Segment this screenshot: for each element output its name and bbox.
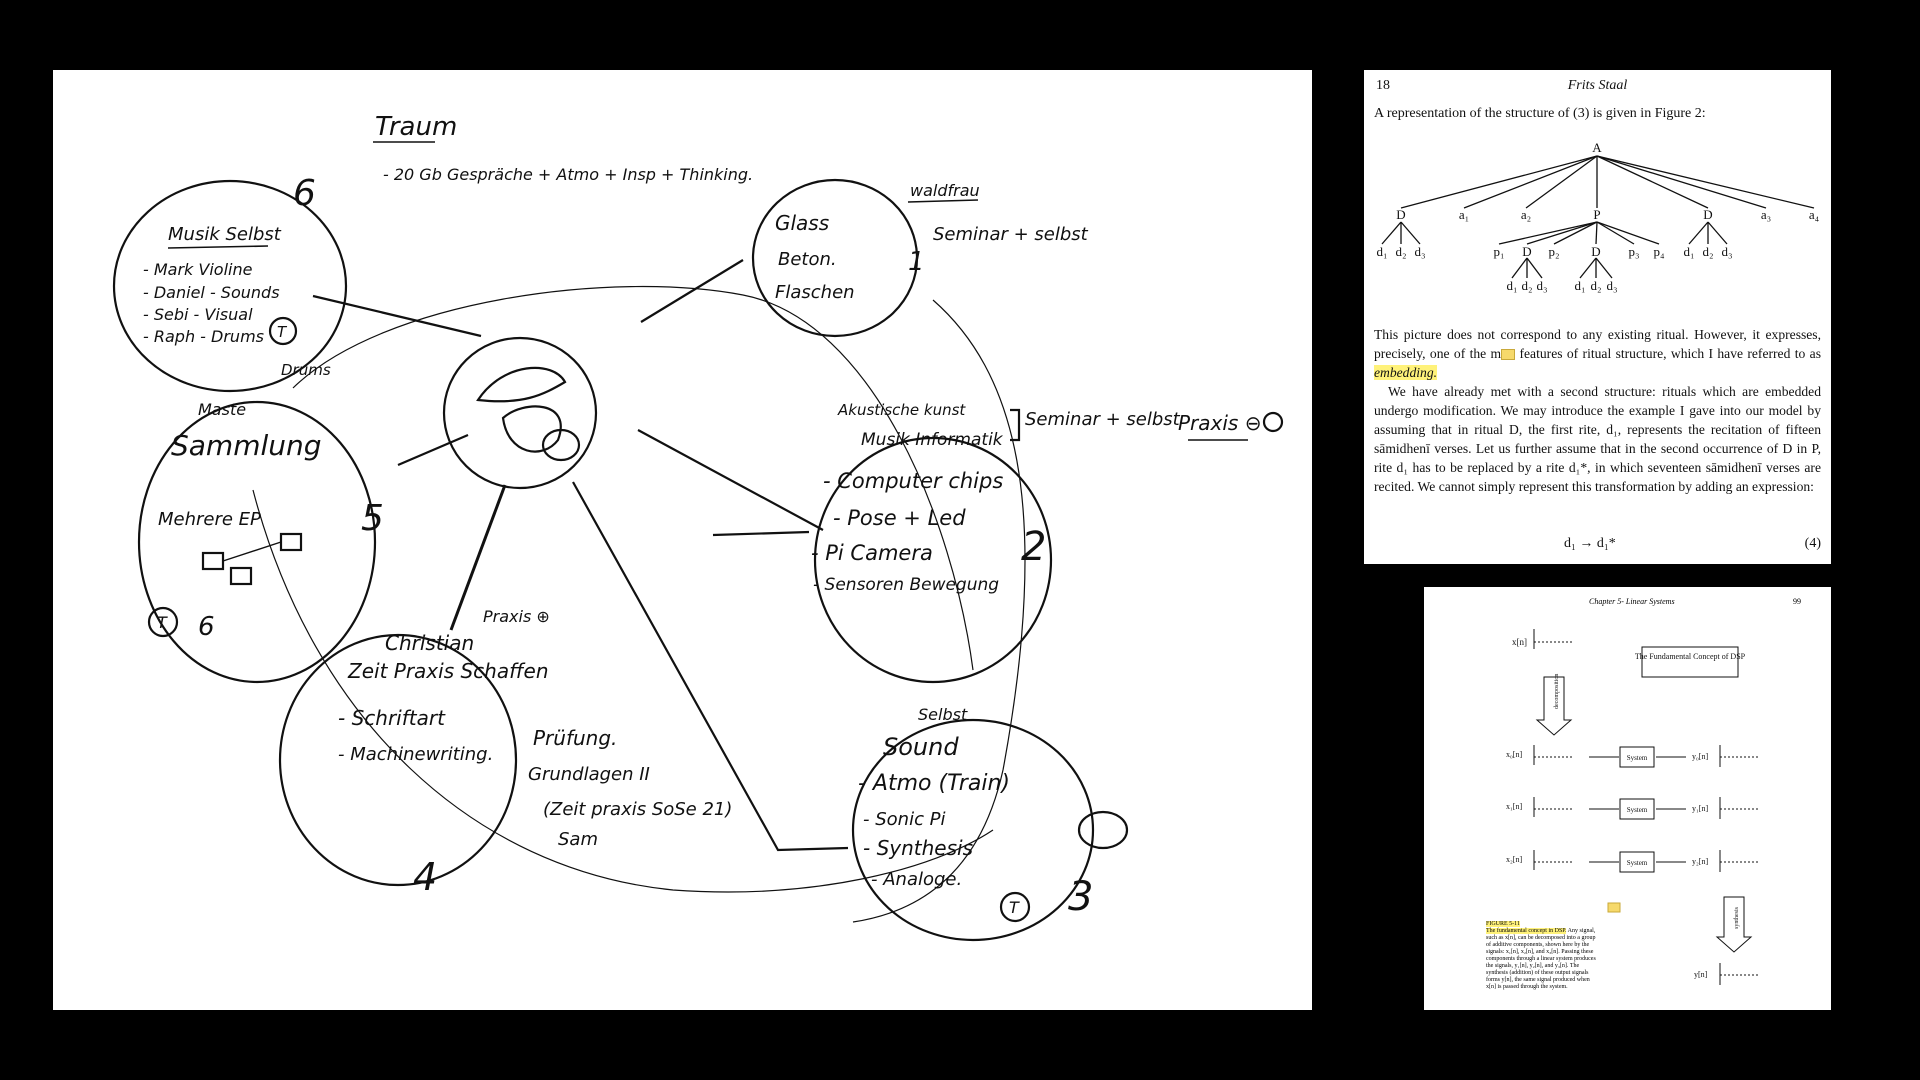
musik-number: 6	[293, 173, 316, 214]
musik-item-1: - Mark Violine	[143, 260, 253, 279]
sound-number: 3	[1068, 874, 1094, 920]
zeit-exam-4: Sam	[558, 829, 598, 850]
para1-part-b: features of ritual structure, which I have referred to as	[1515, 346, 1821, 361]
glass-line-1: Glass	[775, 211, 830, 235]
sketch-subtitle: - 20 Gb Gespräche + Atmo + Insp + Thinking.	[383, 165, 754, 184]
bubble-center	[444, 338, 596, 488]
tree-d-c1: d₁	[1506, 278, 1518, 293]
row0-system: System	[1626, 754, 1648, 762]
akustik-title-top: Akustische kunst	[838, 401, 966, 419]
zeit-title-top: Christian	[385, 631, 475, 655]
musik-underline	[168, 246, 268, 248]
sound-marker: T	[1009, 898, 1019, 917]
formula: d₁ → d₁*	[1564, 536, 1616, 551]
row2-in: x₂[n]	[1506, 855, 1523, 864]
tree-d-c3: d₃	[1536, 278, 1548, 293]
handwritten-mindmap	[53, 70, 1312, 1010]
tree-d-c2: d₂	[1521, 278, 1533, 293]
tree-d-e3: d₃	[1606, 278, 1618, 293]
body-text	[1374, 325, 1821, 496]
ep-box-1	[203, 553, 223, 569]
glass-side-title: waldfrau	[910, 181, 980, 200]
sketch-title: Traum	[375, 112, 458, 142]
tree-p-1: D	[1522, 244, 1532, 259]
row0-out: y₀[n]	[1692, 752, 1709, 761]
center-shape-2	[503, 406, 561, 451]
sammlung-number: 5	[361, 498, 384, 539]
dsp-comment-icon[interactable]	[1608, 903, 1620, 912]
fig-text: Any signal, such as x[n], can be decomposed into a group of additive components, shown here by the signals: x₁[n], x₂[n], and x₃[n]. Passing these components through a linear system produces the signals, y₁[n], y₂[n], and y₃[n]. The synthesis (addition) of these output signals forms y[n], the same signal produced when x[n] is passed through the system.	[1486, 928, 1596, 990]
drums-label: Drums	[281, 361, 331, 379]
zeit-number: 4	[413, 855, 438, 899]
fig-label: FIGURE 5-11	[1486, 921, 1520, 927]
center-shape-1	[478, 368, 565, 401]
musik-item-3: - Sebi - Visual	[143, 305, 253, 324]
mindmap-drawing	[53, 70, 1312, 1010]
akustik-item-1: - Computer chips	[823, 469, 1004, 493]
tree-p-0: p₁	[1493, 244, 1505, 259]
dsp-input-label: x[n]	[1512, 637, 1527, 647]
decomposition-label: decomposition	[1554, 673, 1560, 709]
sammlung-content: Mehrere EP	[158, 509, 261, 530]
sammlung-title: Sammlung	[171, 429, 322, 462]
tree-d-b3: d₃	[1721, 244, 1733, 259]
page-author: Frits Staal	[1567, 78, 1628, 93]
tree-l1-5: a₃	[1760, 207, 1772, 222]
musik-marker: T	[277, 323, 287, 341]
zeit-exam-1: Prüfung.	[533, 726, 618, 750]
tree-d-b2: d₂	[1702, 244, 1714, 259]
row1-in: x₁[n]	[1506, 802, 1523, 811]
tree-l1-0: D	[1396, 207, 1406, 222]
tree-p-2: p₂	[1548, 244, 1560, 259]
row2-out: y₂[n]	[1692, 857, 1709, 866]
link-akustik-2	[713, 532, 809, 535]
musik-title: Musik Selbst	[168, 224, 281, 245]
dsp-page	[1424, 587, 1831, 1010]
tree-l1-2: a₂	[1520, 207, 1532, 222]
scribble-circle	[1079, 812, 1127, 848]
sound-item-4: - Analoge.	[871, 869, 963, 890]
sammlung-side-number: 6	[198, 612, 215, 642]
glass-number: 1	[908, 247, 925, 277]
glass-side-note: Seminar + selbst	[933, 224, 1088, 245]
link-akustik	[638, 430, 823, 530]
row1-out: y₁[n]	[1692, 804, 1709, 813]
zeit-exam-2: Grundlagen II	[528, 764, 650, 785]
row2-system: System	[1626, 859, 1648, 867]
tree-d-a1: d₁	[1376, 244, 1388, 259]
akustik-title: Musik Informatik	[861, 430, 1003, 450]
tree-d-e1: d₁	[1574, 278, 1586, 293]
akustik-side-praxis: Praxis ⊖	[1178, 411, 1262, 435]
tree-root: A	[1592, 140, 1602, 155]
ep-box-3	[281, 534, 301, 550]
chapter-title: Chapter 5- Linear Systems	[1589, 597, 1675, 606]
page-number: 18	[1376, 78, 1390, 93]
comment-icon[interactable]	[1501, 349, 1515, 360]
sound-title: Sound	[883, 733, 959, 761]
link-musik	[313, 296, 481, 336]
tree-l1-3: P	[1593, 207, 1601, 222]
box-title-line: The Fundamental Concept of DSP	[1634, 652, 1746, 661]
sound-label: Selbst	[918, 705, 968, 724]
tree-p-4: p₃	[1628, 244, 1640, 259]
akustik-item-3: - Pi Camera	[811, 541, 933, 565]
zeit-item-2: - Machinewriting.	[338, 744, 494, 765]
waldfrau-underline	[908, 200, 978, 202]
tree-l1-1: a₁	[1458, 207, 1470, 222]
glass-line-3: Flaschen	[775, 282, 855, 303]
akustik-number: 2	[1021, 524, 1047, 570]
minus-circle	[1264, 413, 1282, 431]
zeit-exam-3: (Zeit praxis SoSe 21)	[543, 799, 733, 820]
link-sammlung	[398, 435, 468, 465]
tree-d-a2: d₂	[1395, 244, 1407, 259]
zeit-item-1: - Schriftart	[338, 706, 445, 730]
formula-number: (4)	[1804, 536, 1821, 551]
dsp-output-label: y[n]	[1694, 970, 1708, 979]
ep-box-2	[231, 568, 251, 584]
paragraph-2: We have already met with a second structure: rituals which are embedded undergo modification. We may introduce the example I gave into our model by assuming that in ritual D, the first rite, d₁, represents the recitation of fifteen sāmidhenī verses. Let us further assume that in the second occurrence of D in P, rite d₁ has to be replaced by a rite d₁*, in which seventeen sāmidhenī verses are recited. We cannot simply represent this transformation by adding an expression:	[1374, 384, 1821, 494]
tree-l1-4: D	[1703, 207, 1713, 222]
fig-title: The fundamental concept in DSP.	[1486, 928, 1567, 934]
synthesis-label: synthesis	[1734, 906, 1740, 929]
link-glass	[641, 260, 743, 322]
glass-line-2: Beton.	[778, 249, 837, 270]
zeit-title: Zeit Praxis Schaffen	[348, 659, 549, 683]
tree-d-b1: d₁	[1683, 244, 1695, 259]
paragraph-1	[1374, 325, 1821, 382]
row1-system: System	[1626, 806, 1648, 814]
sammlung-label: Maste	[198, 400, 247, 419]
tree-p-3: D	[1591, 244, 1601, 259]
embedding-highlight[interactable]: embedding.	[1374, 365, 1438, 380]
center-shape-3	[543, 430, 579, 460]
sound-item-3: - Synthesis	[863, 836, 973, 860]
sound-item-2: - Sonic Pi	[863, 809, 946, 830]
tree-p-5: p₄	[1653, 244, 1665, 259]
dsp-page-number: 99	[1793, 597, 1801, 606]
akustik-side-note: Seminar + selbst	[1025, 409, 1180, 430]
row0-in: x₀[n]	[1506, 750, 1523, 759]
zeit-label: Praxis ⊕	[483, 607, 550, 626]
para1-part-a: This picture does not correspond to any existing ritual. However, it expresses, precisely, one of the m	[1374, 327, 1821, 361]
figure-caption	[1486, 921, 1598, 991]
tree-l1-6: a₄	[1808, 207, 1820, 222]
intro-line: A representation of the structure of (3) is given in Figure 2:	[1374, 106, 1706, 121]
sound-item-1: - Atmo (Train)	[858, 771, 1010, 796]
staal-page	[1364, 70, 1831, 564]
musik-item-2: - Daniel - Sounds	[143, 283, 280, 302]
akustik-item-2: - Pose + Led	[833, 506, 966, 530]
tree-diagram	[1364, 132, 1831, 332]
link-sound	[573, 482, 848, 850]
sammlung-marker: T	[157, 613, 167, 632]
tree-d-a3: d₃	[1414, 244, 1426, 259]
akustik-item-4: - Sensoren Bewegung	[813, 575, 1000, 595]
tree-d-e2: d₂	[1590, 278, 1602, 293]
musik-item-4: - Raph - Drums	[143, 327, 264, 346]
